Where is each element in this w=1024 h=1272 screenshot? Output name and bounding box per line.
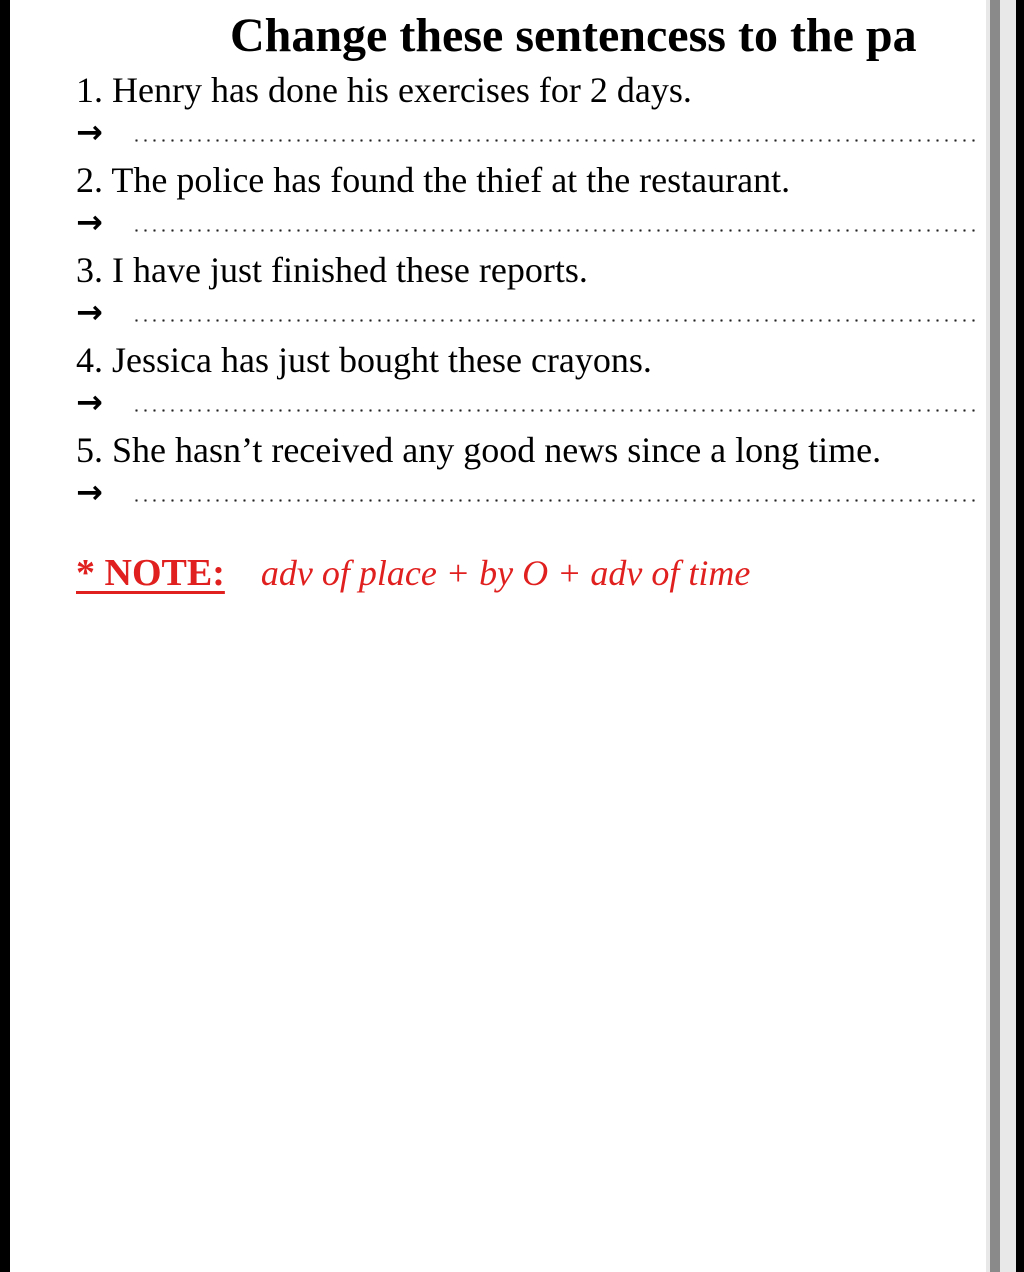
arrow-icon: →	[76, 293, 103, 331]
exercise-sentence-2: 2. The police has found the thief at the restaurant.	[76, 160, 791, 200]
answer-line-1	[76, 112, 976, 152]
exercise-sentence-1: 1. Henry has done his exercises for 2 days.	[76, 70, 692, 110]
window-edge	[1016, 0, 1024, 1272]
scrollbar-thumb[interactable]	[990, 0, 1000, 1272]
note-label: * NOTE:	[76, 552, 225, 594]
arrow-icon: →	[76, 113, 103, 151]
answer-line-5	[76, 472, 976, 512]
arrow-icon: →	[76, 203, 103, 241]
exercise-sentence-4: 4. Jessica has just bought these crayons.	[76, 340, 652, 380]
page-title: Change these sentencess to the pa	[230, 9, 917, 62]
document-page	[10, 0, 986, 1272]
answer-line-3	[76, 292, 976, 332]
arrow-icon: →	[76, 473, 103, 511]
dotted-answer-line	[132, 499, 976, 502]
arrow-icon: →	[76, 383, 103, 421]
answer-line-4	[76, 382, 976, 422]
dotted-answer-line	[132, 409, 976, 412]
dotted-answer-line	[132, 319, 976, 322]
exercise-sentence-5: 5. She hasn’t received any good news since a long time.	[76, 430, 882, 470]
dotted-answer-line	[132, 139, 976, 142]
exercise-sentence-3: 3. I have just finished these reports.	[76, 250, 588, 290]
note	[76, 548, 750, 606]
answer-line-2	[76, 202, 976, 242]
dotted-answer-line	[132, 229, 976, 232]
note-formula: adv of place + by O + adv of time	[260, 553, 751, 593]
